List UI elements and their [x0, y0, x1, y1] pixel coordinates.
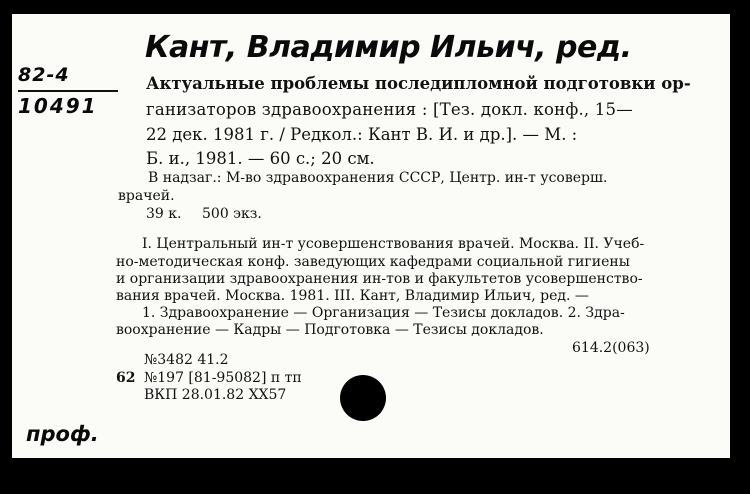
- handwritten-heading: Кант, Владимир Ильич, ред.: [145, 30, 632, 65]
- description-line-4: Б. и., 1981. — 60 с.; 20 см.: [146, 149, 375, 168]
- handwritten-note: проф.: [26, 422, 99, 446]
- copies: 500 экз.: [202, 206, 262, 222]
- tracing-line-5: 1. Здравоохранение — Организация — Тезисы докладов. 2. Здра-: [142, 305, 625, 321]
- price: 39 к.: [146, 206, 182, 222]
- handwritten-class-bottom: 10491: [18, 94, 98, 118]
- code-line-2: №197 [81-95082] п тп: [144, 370, 302, 386]
- catalog-card: [12, 14, 730, 458]
- tracing-line-6: воохранение — Кадры — Подготовка — Тезисы докладов.: [116, 322, 544, 338]
- tracing-line-1: I. Центральный ин-т усовершенствования врачей. Москва. II. Учеб-: [142, 236, 645, 252]
- note-line-2: врачей.: [118, 188, 175, 204]
- description-line-1: Актуальные проблемы последипломной подготовки ор-: [146, 74, 691, 93]
- description-line-2: ганизаторов здравоохранения : [Тез. докл. конф., 15—: [146, 100, 633, 119]
- tracing-line-3: и организации здравоохранения ин-тов и факультетов усовершенство-: [116, 271, 643, 287]
- handwritten-divider: [18, 90, 118, 92]
- code-prefix: 62: [116, 370, 136, 386]
- handwritten-class-top: 82-4: [18, 64, 70, 86]
- tracing-line-2: но-методическая конф. заведующих кафедрами социальной гигиены: [116, 254, 630, 270]
- code-line-3: ВКП 28.01.82 ХХ57: [144, 387, 287, 403]
- description-line-3: 22 дек. 1981 г. / Редкол.: Кант В. И. и др.]. — М. :: [146, 125, 578, 144]
- tracing-line-4: вания врачей. Москва. 1981. III. Кант, Владимир Ильич, ред. —: [116, 288, 589, 304]
- note-line-1: В надзаг.: М-во здравоохранения СССР, Центр. ин-т усоверш.: [148, 170, 608, 186]
- punch-hole: [340, 375, 386, 421]
- class-number: 614.2(063): [572, 340, 650, 356]
- code-line-1: №3482 41.2: [144, 352, 229, 368]
